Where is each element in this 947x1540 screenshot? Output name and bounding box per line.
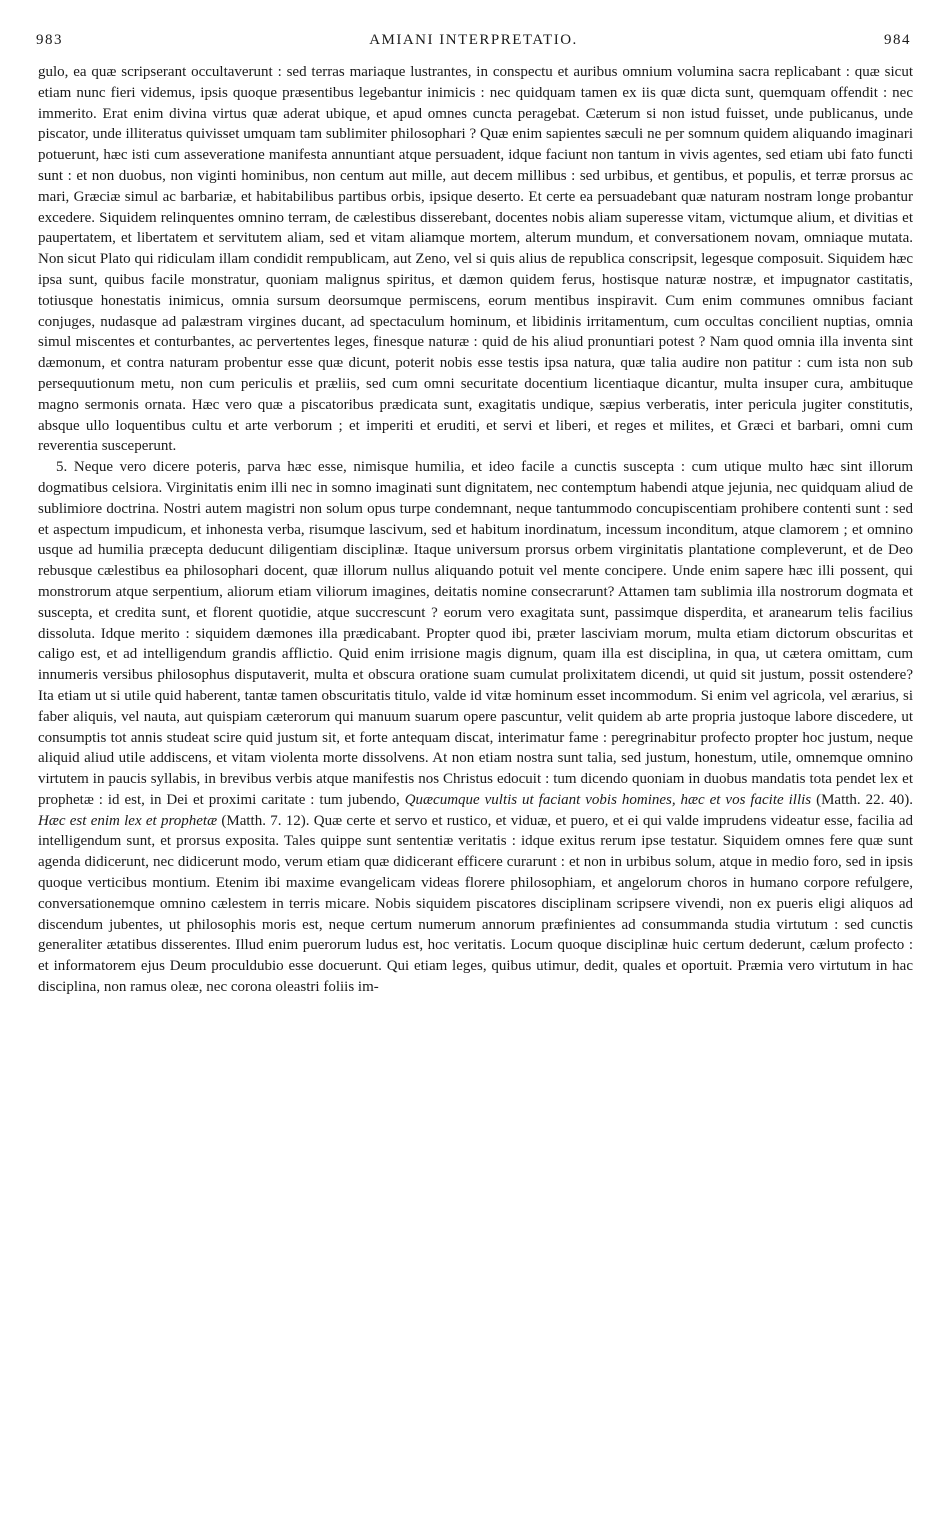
paragraph-continued: gulo, ea quæ scripserant occultaverunt : sed terras mariaque lustrantes, in conspectu et auribus omnium volumina sacra replicabant : quæ sicut etiam nunc fieri videmus, ipsis quoque præsentibus legebantur inimicis : nec quidquam tamen ex iis quæ dicta sunt, quemquam offendit : nec immerito. Erat enim divina virtus quæ aderat ubique, et apud omnes cuncta peragebat. Cæterum si non istud fuisset, unde publicanus, unde piscator, unde illiteratus quivisset umquam tam sublimiter philosophari ? Quæ enim sapientes sæculi ne per somnum quidem aliquando imaginari potuerunt, hæc isti cum asseveratione manifesta annuntiant atque persuadent, idque faciunt non tantum in vivis agentes, sed etiam ubi fato functi sunt : et non duobus, non viginti hominibus, non centum aut mille, aut decem millibus : sed urbibus, et gentibus, et populis, et terræ prorsus ac mari, Græciæ simul ac barbariæ, et habitabilibus partibus orbis, ipsique deserto. Et certe ea persuadebant quæ naturam nostram longe probantur excedere. Siquidem relinquentes omnino terram, de cælestibus disserebant, docentes nobis aliam superesse vitam, victumque alium, et divitias et paupertatem, et libertatem et servitutem aliam, sed et vitam aliamque mortem, alterum mundum, et conversationem novam, omniaque mutata. Non sicut Plato qui ridiculam illam condidit rempublicam, aut Zeno, vel si quis alius de republica conscripsit, legesque composuit. Siquidem hæc ipsa sunt, quibus facile monstratur, quoniam malignus spiritus, et dæmon quidem ferus, hostisque naturæ nostræ, et impugnator castitatis, totiusque honestatis inimicus, omnia sursum deorsumque permiscens, eorum mentibus inspiravit. Cum enim communes omnibus faciant conjuges, nudasque ad palæstram virgines ducant, ad spectaculum hominum, et libidinis irritamentum, cum occultas concilient nuptias, omnia simul miscentes et conturbantes, ac pervertentes leges, finesque naturæ : quid de his aliud pronuntiari potest ? Nam quod omnia illa inventa sint dæmonum, et contra naturam probentur esse quæ dicunt, poterit nobis esse testis ipsa natura, quæ talia audire non patitur : cum ista non sub persequutionum metu, non cum periculis et præliis, sed cum omni securitate docentium licentiaque dicantur, multa insuper cura, ambituque magno sermonis ornata. Hæc vero quæ a piscatoribus prædicata sunt, exagitatis undique, sæpius verberatis, inter pericula jugiter constitutis, absque ullo loquentibus cultu et arte verborum ; et imperiti et eruditi, et servi et liberi, et reges et milites, et Græci et barbari, omni cum reverentia susceperunt. bbox=[38, 64, 913, 455]
page-number-left: 983 bbox=[36, 32, 63, 48]
paragraph-section-5 bbox=[38, 457, 913, 998]
running-header bbox=[28, 32, 919, 56]
paragraph-text: Quæ certe et servo et rustico, et viduæ, et puero, et ei qui valde imprudens videatur esse, facilia ad intelligendum sunt, et prorsus exposita. Tales quippe sunt sententiæ veritatis : idque exitus rerum ipse testatur. Siquidem omnes fere quæ sunt agenda didicerunt, nec didicerunt modo, verum etiam quæ didicerant efficere curarunt : et non in urbibus solum, atque in medio foro, sed in ipsis quoque verticibus montium. Etenim ibi maxime evangelicam videas florere philosophiam, et angelorum choros in humano corpore refulgere, conversationemque omnino cælestem in terris micare. Nobis siquidem piscatores disciplinam scripsere vivendi, non ex pueris eligi aliquos ad discendum jubentes, ut philosophis moris est, neque certum numerum annorum præfinientes ad consummanda studia virtutum : sed cunctis generaliter ætatibus disserentes. Illud enim puerorum ludus est, hoc veritatis. Locum quoque disciplinæ huic certum dederunt, cælum profecto : et informatorem ejus Deum proculdubio esse docuerunt. Qui etiam leges, quibus utimur, dedit, quales et oportuit. Præmia vero virtutum in hac disciplina, non ramus oleæ, nec corona oleastri foliis im- bbox=[38, 812, 913, 996]
page-number-right: 984 bbox=[884, 32, 911, 48]
scripture-reference: (Matth. 22. 40). bbox=[816, 791, 913, 808]
scripture-quote: Quæcumque vultis ut faciant vobis homines, hæc et vos facite illis bbox=[404, 791, 812, 808]
paragraph-text: 5. Neque vero dicere poteris, parva hæc esse, nimisque humilia, et ideo facile a cunctis suscepta : cum utique multo hæc sint illorum dogmatibus celsiora. Virginitatis enim illi nec in somno imaginati sunt dignitatem, nec contemptum habendi atque jejunia, nec quidquam aliud de sublimiore doctrina. Nostri autem magistri non solum opus turpe condemnant, neque tantummodo concupiscentiam prohibere contenti sunt : sed et aspectum impudicum, et inhonesta verba, risumque lascivum, sed et habitum inordinatum, incessum inconditum, atque clamorem ; et omnino usque ad humilia præcepta deducunt diligentiam disciplinæ. Itaque universum prorsus orbem virginitatis plantatione compleverunt, et de Deo rebusque cælestibus ea philosophari docent, quæ illorum nullus aliquando potuit vel mente concipere. Unde enim sapere hæc illi possent, qui monstrorum atque serpentium, aliorum etiam viliorum imagines, deitatis nomine consecrarunt? Attamen tam sublimia illa nostrorum dogmata et suscepta, et credita sunt, et florent quotidie, atque succrescunt ? eorum vero exagitata sunt, passimque disperdita, et aranearum telis facilius dissoluta. Idque merito : siquidem dæmones illa prædicabant. Propter quod ibi, præter lasciviam morum, multa etiam dictorum obscuritas et caligo est, et ad intelligendum grandis afflictio. Quid enim irrisione magis dignum, quam illa est disciplina, in qua, ut cætera omittam, cum innumeris versibus philosophus disputaverit, multa et obscura oratione suam cumulat prolixitatem dicendi, ut quid sit justum, possit ostendere? Ita etiam ut si utile quid haberent, tantæ tamen obscuritatis titulo, valde id vitæ hominum esset incommodum. Si enim vel agricola, vel ærarius, si faber aliquis, vel nauta, aut quispiam cæterorum qui manuum suarum opere pascuntur, velit quidem ab arte propria justoque labore discedere, ut consumptis tot annis studeat scire quid justum sit, et forte antequam discat, interimatur fame : peregrinabitur profecto propter hoc justum, neque aliquid aliud utile addiscens, et vitam violenta morte dissolvens. At non etiam nostra sunt talia, sed justum, honestum, utile, omnemque omnino virtutem in paucis syllabis, in brevibus verbis atque manifestis nos Christus edocuit : tum dicendo quoniam in duobus mandatis tota pendet lex et prophetæ : id est, in Dei et proximi caritate : tum jubendo, bbox=[38, 459, 913, 808]
running-title: AMIANI INTERPRETATIO. bbox=[369, 32, 578, 48]
text-body bbox=[38, 62, 913, 1532]
scripture-quote: Hæc est enim lex et prophetæ bbox=[38, 812, 218, 829]
scripture-reference: (Matth. 7. 12). bbox=[221, 812, 310, 829]
